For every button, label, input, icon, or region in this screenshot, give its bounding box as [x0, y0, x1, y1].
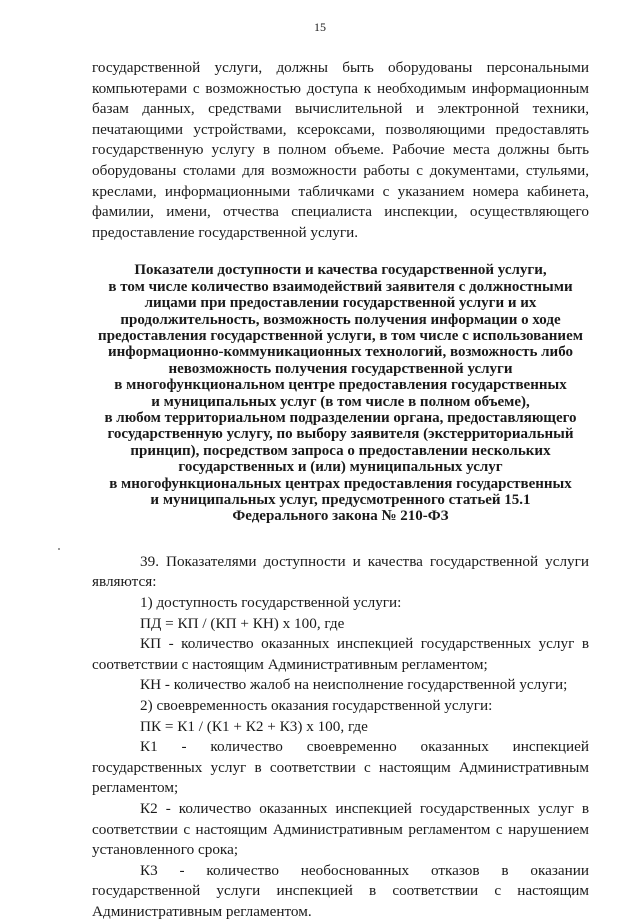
heading-line: и муниципальных услуг (в том числе в полном объеме),: [151, 393, 530, 410]
definition-k1: К1 - количество своевременно оказанных инспекцией государственных услуг в соответствии с настоящим Административным регламентом;: [92, 738, 589, 797]
heading-line: в любом территориальном подразделении органа, предоставляющего: [104, 410, 577, 426]
heading-line: лицами при предоставлении государственной услуги и их: [144, 295, 537, 312]
heading-line: невозможность получения государственной услуги: [168, 360, 513, 377]
paragraph-39: 39. Показателями доступности и качества государственной услуги являются:: [92, 552, 589, 591]
item-accessibility: 1) доступность государственной услуги:: [140, 594, 402, 612]
item-timeliness: 2) своевременность оказания государственной услуги:: [140, 697, 493, 714]
definition-kp: КП - количество оказанных инспекцией государственных услуг в соответствии с настоящим Административным регламентом;: [92, 635, 589, 673]
heading-line: в многофункциональных центрах предоставления государственных: [109, 475, 572, 492]
definition-kn: КН - количество жалоб на неисполнение государственной услуги;: [140, 676, 568, 694]
heading-line: информационно-коммуникационных технологий, возможность либо: [107, 344, 573, 361]
heading-line: и муниципальных услуг, предусмотренного статьей 15.1: [150, 492, 531, 509]
page-number: 15: [314, 20, 326, 34]
heading-line: принцип), посредством запроса о предоставлении нескольких: [130, 442, 551, 459]
heading-line: государственную услугу, по выбору заявителя (экстерриториальный: [107, 426, 574, 443]
definition-k3: К3 - количество необоснованных отказов в оказании государственной услуги инспекцией в соответствии с настоящим Административным регламентом.: [92, 861, 589, 920]
section-heading: [92, 262, 589, 525]
scan-speck: [58, 548, 60, 550]
document-body: [92, 58, 589, 923]
intro-paragraph: государственной услуги, должны быть оборудованы персональными компьютерами с возможностью доступа к необходимым информационным базам данных, средствами вычислительной и электронной техники, печатающими устройствами, ксероксами, позволяющими предоставлять государственную услугу в полном объеме. Рабочие места должны быть оборудованы столами для возможности работы с документами, стульями, креслами, информационными табличками с указанием номера кабинета, фамилии, имени, отчества специалиста инспекции, осуществляющего предоставление государственной услуги.: [92, 59, 589, 241]
definition-k2: К2 - количество оказанных инспекцией государственных услуг в соответствии с настоящим Административным регламентом с нарушением установленного срока;: [92, 799, 589, 859]
heading-line: государственных и (или) муниципальных услуг: [178, 459, 503, 476]
heading-line: в том числе количество взаимодействий заявителя с должностными: [108, 278, 573, 295]
indicators-section: [92, 552, 589, 923]
heading-line: предоставления государственной услуги, в том числе с использованием: [98, 327, 583, 344]
formula-accessibility: ПД = КП / (КП + КН) х 100, где: [140, 614, 345, 632]
heading-line: в многофункциональном центре предоставления государственных: [114, 377, 567, 394]
heading-line: Показатели доступности и качества государственной услуги,: [134, 262, 547, 279]
formula-timeliness: ПК = К1 / (К1 + К2 + К3) х 100, где: [140, 717, 368, 735]
heading-line: Федерального закона № 210-ФЗ: [232, 508, 449, 525]
heading-line: продолжительность, возможность получения информации о ходе: [120, 311, 561, 328]
